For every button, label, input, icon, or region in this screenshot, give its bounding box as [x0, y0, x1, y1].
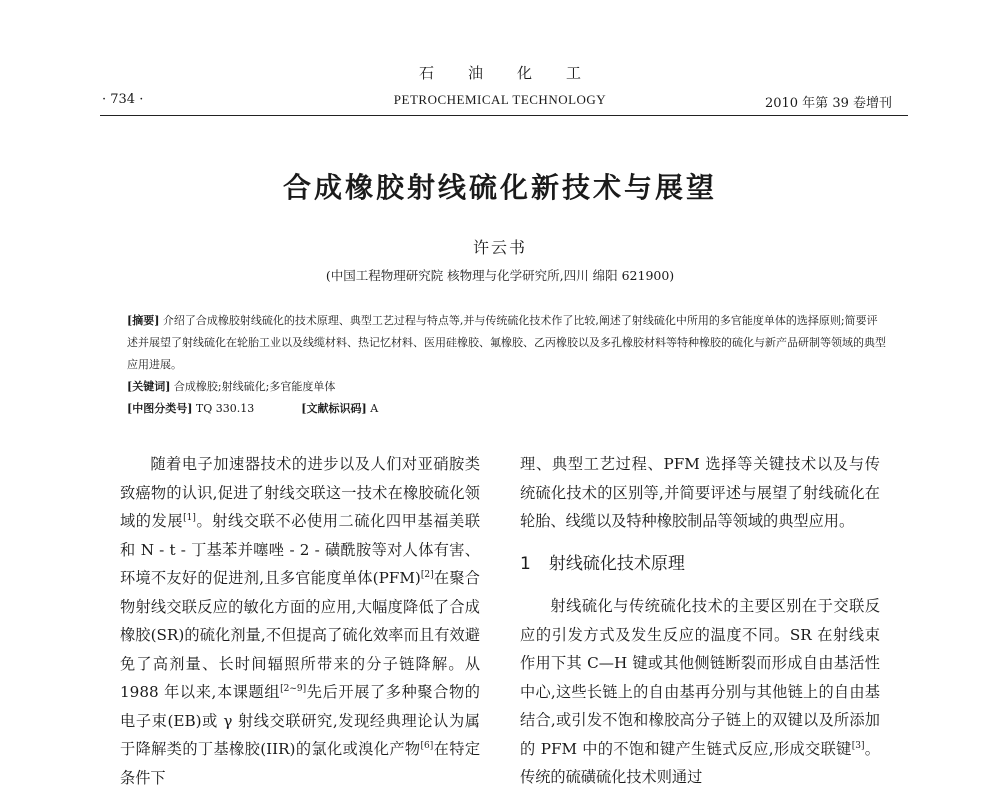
text-run: 。射线交联不必使用二硫化四甲基福美联和 N - t - 丁基苯并噻唑 - 2 - 磺酰胺等对人体有害、环境不友好的促进剂,且多官能度单体(PFM) — [120, 512, 481, 587]
abstract-block — [127, 310, 887, 420]
text-run: 随着电子加速器技术的进步以及人们对亚硝胺类致癌物的认识,促进了射线交联这一技术在橡胶硫化领域的发展 — [120, 455, 480, 530]
abstract-label: [摘要] — [127, 314, 160, 327]
citation: [3] — [851, 740, 865, 751]
abstract-text: 介绍了合成橡胶射线硫化的技术原理、典型工艺过程与特点等,并与传统硫化技术作了比较,阐述了射线硫化中所用的多官能度单体的选择原则;简要评述并展望了射线硫化在轮胎工业以及线缆材料、热记忆材料、医用硅橡胶、氟橡胶、乙丙橡胶以及多孔橡胶材料等特种橡胶的硫化与新产品研制等领域的典型应用进展。 — [127, 314, 886, 371]
text-run: 在聚合物射线交联反应的敏化方面的应用,大幅度降低了合成橡胶(SR)的硫化剂量,不但提高了硫化效率而且有效避免了高剂量、长时间辐照所带来的分子链降解。从 1988 年以来,本课题组 — [120, 569, 480, 701]
keywords-label: [关键词] — [127, 380, 171, 393]
body-paragraph — [520, 592, 880, 792]
body-paragraph — [120, 450, 480, 792]
header-divider — [100, 115, 908, 116]
text-run: 先后开展了多种聚合物的电子束(EB)或 γ 射线交联研究,发现经典理论认为属于降解类的丁基橡胶(IIR)的氯化或溴化产物 — [120, 683, 480, 758]
body-paragraph: 理、典型工艺过程、PFM 选择等关键技术以及与传统硫化技术的区别等,并简要评述与展望了射线硫化在轮胎、线缆以及特种橡胶制品等领域的典型应用。 — [520, 455, 880, 530]
text-run: 射线硫化与传统硫化技术的主要区别在于交联反应的引发方式及发生反应的温度不同。SR 在射线束作用下其 C—H 键或其他侧链断裂而形成自由基活性中心,这些长链上的自由基再分别与其他链上的自由基结合,或引发不饱和橡胶高分子链上的双键以及所添加的 PFM 中的不饱和键产生链式反应,形成交联键 — [520, 597, 880, 758]
doc-code-label: [文献标识码] — [301, 402, 367, 415]
keywords-text: 合成橡胶;射线硫化;多官能度单体 — [173, 380, 336, 393]
citation: [6] — [420, 740, 434, 751]
citation: [2~9] — [280, 683, 307, 694]
issue-info: 2010 年第 39 卷增刊 — [764, 96, 892, 111]
journal-name-en: PETROCHEMICAL TECHNOLOGY — [393, 92, 607, 107]
text-run: 。传统的硫磺硫化技术则通过 — [520, 739, 880, 786]
section-heading — [520, 550, 880, 579]
section-title: 射线硫化技术原理 — [548, 553, 685, 574]
clc-label: [中图分类号] — [127, 402, 193, 415]
clc-code: TQ 330.13 — [195, 402, 255, 415]
body-column-left — [120, 450, 480, 792]
journal-name-cn: 石油化工 — [418, 64, 615, 82]
abstract-paragraph — [127, 310, 887, 376]
paper-title: 合成橡胶射线硫化新技术与展望 — [282, 171, 717, 204]
classification-line — [127, 398, 887, 420]
text-run: 在特定条件下 — [120, 740, 480, 787]
affiliation: (中国工程物理研究院 核物理与化学研究所,四川 绵阳 621900) — [325, 268, 675, 283]
citation: [1] — [183, 512, 196, 523]
doc-code: A — [370, 402, 379, 415]
body-column-right — [520, 450, 880, 792]
section-number: 1 — [520, 553, 531, 574]
author: 许云书 — [472, 238, 527, 257]
keywords-line — [127, 376, 887, 398]
citation: [2] — [420, 569, 434, 580]
page-number: · 734 · — [102, 92, 144, 107]
